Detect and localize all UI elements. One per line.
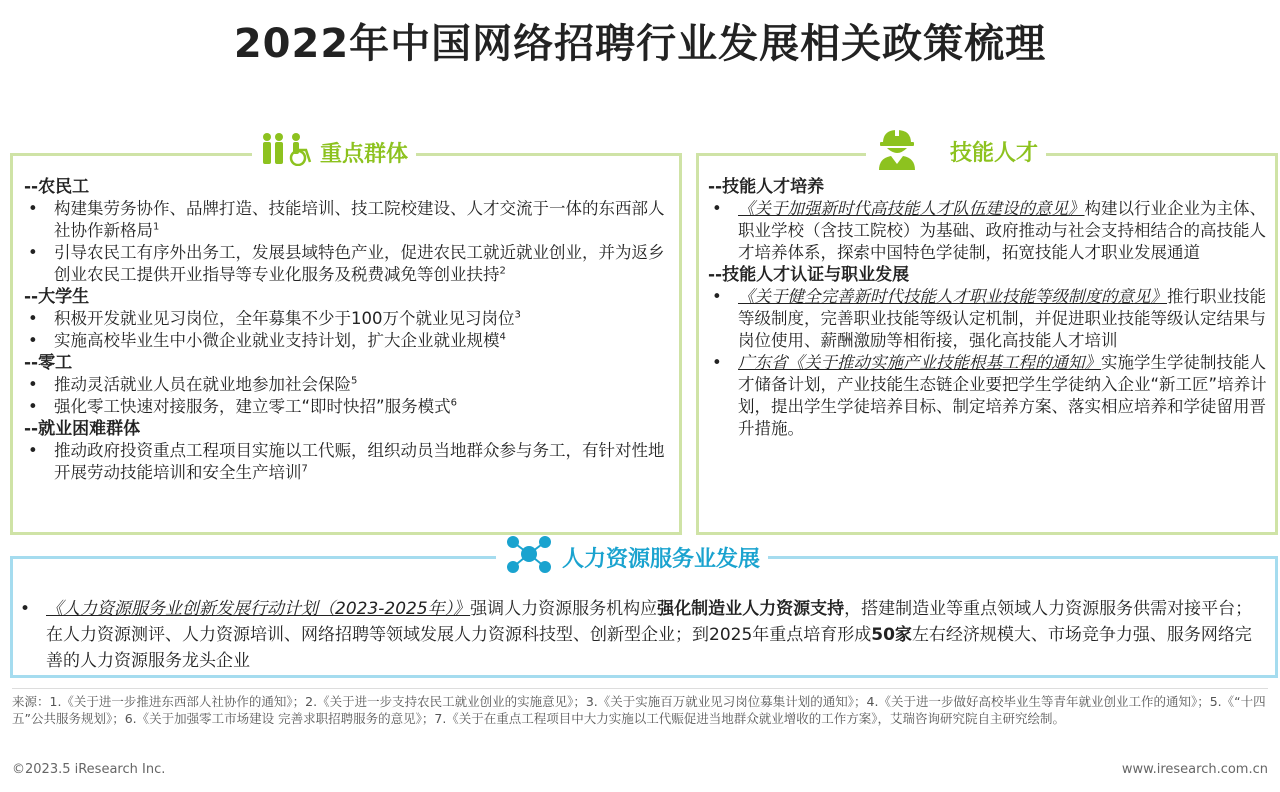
footer-divider [12,688,1268,689]
skilled-talent-content [708,176,1268,440]
people-group-icon [260,132,312,172]
category-hard-to-employ: --就业困难群体 [24,419,141,439]
page-title: 2022年中国网络招聘行业发展相关政策梳理 [233,21,1047,67]
category-certification: --技能人才认证与职业发展 [708,265,910,285]
list-item: • 《关于健全完善新时代技能人才职业技能等级制度的意见》推行职业技能等级制度，完善职业技能等级认定机制，并促进职业技能等级认定结果与岗位使用、薪酬激励等相衔接，强化高技能人才培训 [712,287,1266,350]
policy-document-title: 《关于加强新时代高技能人才队伍建设的意见》 [738,199,1085,218]
key-groups-title: 重点群体 [320,141,409,167]
category-college-students: --大学生 [24,287,90,307]
network-people-icon [504,533,554,581]
list-item: • 推动政府投资重点工程项目实施以工代赈，组织动员当地群众参与务工，有针对性地开展劳动技能培训和安全生产培训$^7$ [28,441,665,482]
list-item: • 积极开发就业见习岗位，全年募集不少于100万个就业见习岗位$^3$ [28,309,521,328]
copyright: ©2023.5 iResearch Inc. [12,762,166,777]
list-item: • 广东省《关于推动实施产业技能根基工程的通知》实施学生学徒制技能人才储备计划，产业技能生态链企业要把学生学徒纳入企业“新工匠”培养计划，提出学生学徒培养目标、制定培养方案、落实相应培养和学徒留用晋升措施。 [712,353,1267,438]
policy-document-title: 《关于健全完善新时代技能人才职业技能等级制度的意见》 [738,287,1167,306]
policy-document-title: 广东省《关于推动实施产业技能根基工程的通知》 [738,353,1101,372]
category-migrant-workers: --农民工 [24,177,90,197]
list-item: • 构建集劳务协作、品牌打造、技能培训、技工院校建设、人才交流于一体的东西部人社协作新格局$^1$ [28,199,665,240]
list-item: • 实施高校毕业生中小微企业就业支持计划，扩大企业就业规模$^4$ [28,331,506,350]
list-item: • 引导农民工有序外出务工，发展县域特色产业，促进农民工就近就业创业，并为返乡创业农民工提供开业指导等专业化服务及税费减免等创业扶持$^2$ [28,243,665,284]
category-talent-training: --技能人才培养 [708,177,825,197]
worker-helmet-icon [874,126,920,176]
website-url: www.iresearch.com.cn [1121,762,1268,777]
source-note: 来源：1.《关于进一步推进东西部人社协作的通知》；2.《关于进一步支持农民工就业创业的实施意见》；3.《关于实施百万就业见习岗位募集计划的通知》；4.《关于进一步做好高校毕业生等青年就业创业工作的通知》；5.《“十四五”公共服务规划》；6.《关于加强零工市场建设 完善求职招聘服务的意见》；7.《关于在重点工程项目中大力实施以工代赈促进当地群众就业增收的工作方案》，艾瑞咨询研究院自主研究绘制。 [12,694,1266,726]
key-groups-header [252,134,416,170]
list-item: • 强化零工快速对接服务，建立零工“即时快招”服务模式$^6$ [28,397,457,416]
hr-services-content [16,596,1266,674]
hr-services-header [496,536,768,578]
skilled-talent-title: 技能人才 [950,140,1039,166]
list-item: • 《人力资源服务业创新发展行动计划（2023-2025年）》强调人力资源服务机构应强化制造业人力资源支持，搭建制造业等重点领域人力资源服务供需对接平台；在人力资源测评、人力资源培训、网络招聘等领域发展人力资源科技型、创新型企业；到2025年重点培育形成50家左右经济规模大、市场竞争力强、服务网络完善的人力资源服务龙头企业 [20,599,1253,671]
list-item: • 推动灵活就业人员在就业地参加社会保险$^5$ [28,375,358,394]
skilled-talent-header [866,128,1046,174]
policy-document-title: 《人力资源服务业创新发展行动计划（2023-2025年）》 [46,599,471,619]
category-gig-workers: --零工 [24,353,73,373]
hr-services-title: 人力资源服务业发展 [562,546,761,572]
list-item: • 《关于加强新时代高技能人才队伍建设的意见》构建以行业企业为主体、职业学校（含技工院校）为基础、政府推动与社会支持相结合的高技能人才培养体系，探索中国特色学徒制，拓宽技能人才职业发展通道 [712,199,1266,262]
key-groups-content [24,176,672,484]
